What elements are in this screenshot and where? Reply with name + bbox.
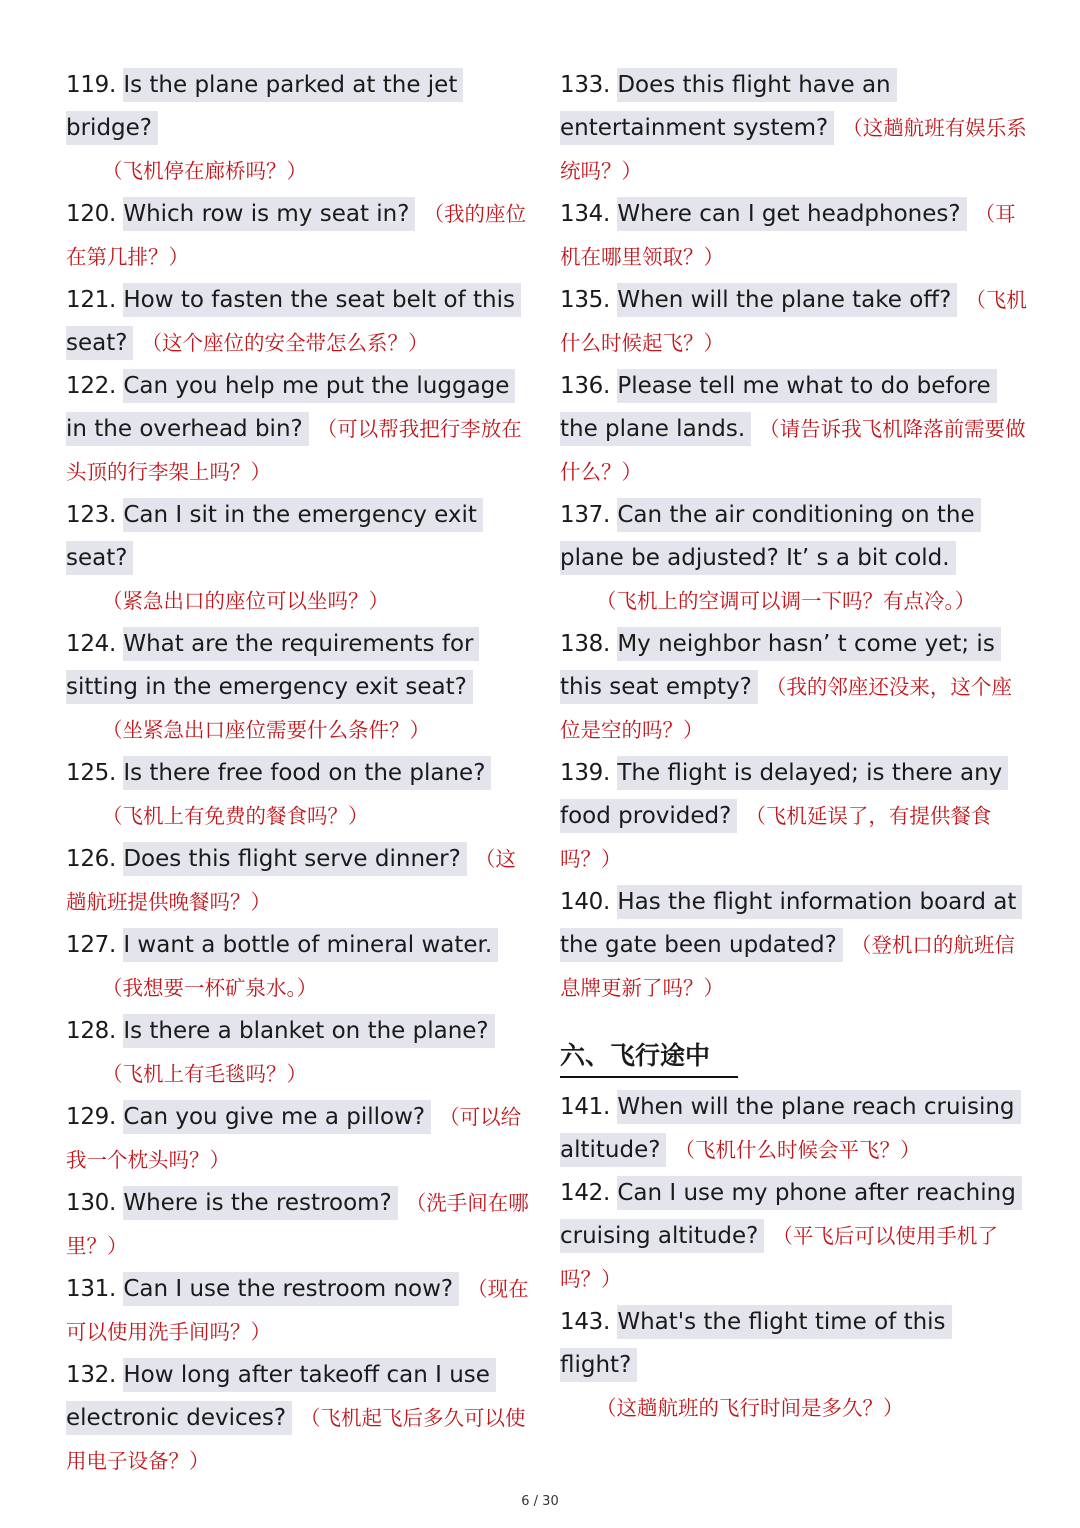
phrase-item	[66, 924, 536, 1010]
chinese-translation: （耳机在哪里领取？）	[560, 202, 1016, 269]
chinese-translation: （这趟航班有娱乐系统吗？）	[560, 116, 1027, 183]
english-phrase: Can I use my phone after reaching cruising altitude?	[560, 1176, 1022, 1253]
english-phrase: Is the plane parked at the jet bridge?	[66, 68, 463, 145]
right-column	[560, 64, 1030, 1430]
phrase-number: 119.	[66, 72, 117, 98]
phrase-number: 134.	[560, 201, 611, 227]
phrase-item	[66, 365, 536, 494]
phrase-item	[66, 1096, 536, 1182]
english-phrase: Does this flight serve dinner?	[123, 842, 467, 876]
english-phrase: When will the plane take off?	[617, 283, 957, 317]
phrase-number: 132.	[66, 1362, 117, 1388]
chinese-translation: （这个座位的安全带怎么系？）	[141, 331, 429, 355]
english-phrase: Can you help me put the luggage in the overhead bin?	[66, 369, 515, 446]
phrase-item	[66, 64, 536, 193]
english-phrase: Is there a blanket on the plane?	[123, 1014, 494, 1048]
phrase-item	[560, 494, 1030, 623]
phrase-item	[560, 64, 1030, 193]
phrase-number: 124.	[66, 631, 117, 657]
english-phrase: Where can I get headphones?	[617, 197, 966, 231]
chinese-translation: （飞机什么时候起飞？）	[560, 288, 1027, 355]
phrase-number: 125.	[66, 760, 117, 786]
chinese-translation: （现在可以使用洗手间吗？）	[66, 1277, 529, 1344]
phrase-item	[560, 1301, 1030, 1430]
phrase-item	[560, 752, 1030, 881]
left-column	[66, 64, 536, 1483]
phrase-item	[560, 365, 1030, 494]
chinese-translation: （这趟航班提供晚餐吗？）	[66, 847, 516, 914]
phrase-number: 121.	[66, 287, 117, 313]
phrase-item	[66, 623, 536, 752]
chinese-translation: （飞机上的空调可以调一下吗？有点冷。）	[596, 589, 976, 613]
phrase-number: 141.	[560, 1094, 611, 1120]
chinese-translation: （飞机停在廊桥吗？）	[102, 159, 307, 183]
phrase-number: 130.	[66, 1190, 117, 1216]
english-phrase: Can you give me a pillow?	[123, 1100, 431, 1134]
section-title: 六、飞行途中	[560, 1036, 738, 1078]
phrase-item	[66, 1268, 536, 1354]
english-phrase: How to fasten the seat belt of this seat?	[66, 283, 521, 360]
phrase-item	[66, 1010, 536, 1096]
chinese-translation: （请告诉我飞机降落前需要做什么？）	[560, 417, 1026, 484]
english-phrase: Where is the restroom?	[123, 1186, 397, 1220]
phrase-item	[66, 193, 536, 279]
chinese-translation: （这趟航班的飞行时间是多久？）	[596, 1396, 904, 1420]
phrase-number: 140.	[560, 889, 611, 915]
chinese-translation: （洗手间在哪里？）	[66, 1191, 529, 1258]
chinese-translation: （可以帮我把行李放在头顶的行李架上吗？）	[66, 417, 522, 484]
page-number: 6 / 30	[521, 1494, 559, 1509]
phrase-number: 142.	[560, 1180, 611, 1206]
phrase-item	[560, 193, 1030, 279]
english-phrase: Can I sit in the emergency exit seat?	[66, 498, 483, 575]
chinese-translation: （坐紧急出口座位需要什么条件？）	[102, 718, 430, 742]
phrase-item	[560, 1086, 1030, 1172]
phrase-item	[66, 494, 536, 623]
chinese-translation: （飞机起飞后多久可以使用电子设备？）	[66, 1406, 526, 1473]
phrase-number: 129.	[66, 1104, 117, 1130]
phrase-number: 128.	[66, 1018, 117, 1044]
chinese-translation: （飞机上有免费的餐食吗？）	[102, 804, 369, 828]
phrase-item	[560, 1172, 1030, 1301]
phrase-number: 131.	[66, 1276, 117, 1302]
phrase-item	[66, 279, 536, 365]
phrase-item	[66, 1182, 536, 1268]
english-phrase: When will the plane reach cruising altitude?	[560, 1090, 1021, 1167]
english-phrase: What are the requirements for sitting in the emergency exit seat?	[66, 627, 479, 704]
phrase-item	[560, 881, 1030, 1010]
english-phrase: What's the flight time of this flight?	[560, 1305, 952, 1382]
phrase-item	[66, 1354, 536, 1483]
phrase-number: 123.	[66, 502, 117, 528]
chinese-translation: （可以给我一个枕头吗？）	[66, 1105, 522, 1172]
english-phrase: The flight is delayed; is there any food provided?	[560, 756, 1008, 833]
english-phrase: How long after takeoff can I use electronic devices?	[66, 1358, 496, 1435]
english-phrase: My neighbor hasn’ t come yet; is this seat empty?	[560, 627, 1001, 704]
english-phrase: I want a bottle of mineral water.	[123, 928, 498, 962]
chinese-translation: （飞机什么时候会平飞？）	[674, 1138, 921, 1162]
phrase-item	[66, 752, 536, 838]
chinese-translation: （紧急出口的座位可以坐吗？）	[102, 589, 389, 613]
chinese-translation: （我的邻座还没来，这个座位是空的吗？）	[560, 675, 1012, 742]
phrase-item	[560, 623, 1030, 752]
phrase-item	[560, 279, 1030, 365]
chinese-translation: （飞机上有毛毯吗？）	[102, 1062, 307, 1086]
english-phrase: Please tell me what to do before the plane lands.	[560, 369, 997, 446]
chinese-translation: （登机口的航班信息牌更新了吗？）	[560, 933, 1015, 1000]
phrase-number: 136.	[560, 373, 611, 399]
chinese-translation: （我的座位在第几排？）	[66, 202, 526, 269]
phrase-number: 138.	[560, 631, 611, 657]
english-phrase: Can I use the restroom now?	[123, 1272, 459, 1306]
english-phrase: Which row is my seat in?	[123, 197, 415, 231]
phrase-number: 126.	[66, 846, 117, 872]
english-phrase: Does this flight have an entertainment system?	[560, 68, 897, 145]
phrase-number: 133.	[560, 72, 611, 98]
phrase-item	[66, 838, 536, 924]
english-phrase: Is there free food on the plane?	[123, 756, 491, 790]
english-phrase: Has the flight information board at the gate been updated?	[560, 885, 1022, 962]
phrase-number: 143.	[560, 1309, 611, 1335]
phrase-number: 127.	[66, 932, 117, 958]
phrase-number: 139.	[560, 760, 611, 786]
chinese-translation: （我想要一杯矿泉水。）	[102, 976, 318, 1000]
phrase-number: 137.	[560, 502, 611, 528]
phrase-number: 135.	[560, 287, 611, 313]
chinese-translation: （平飞后可以使用手机了吗？）	[560, 1224, 998, 1291]
chinese-translation: （飞机延误了，有提供餐食吗？）	[560, 804, 992, 871]
phrase-number: 122.	[66, 373, 117, 399]
phrase-number: 120.	[66, 201, 117, 227]
english-phrase: Can the air conditioning on the plane be adjusted? It’ s a bit cold.	[560, 498, 981, 575]
